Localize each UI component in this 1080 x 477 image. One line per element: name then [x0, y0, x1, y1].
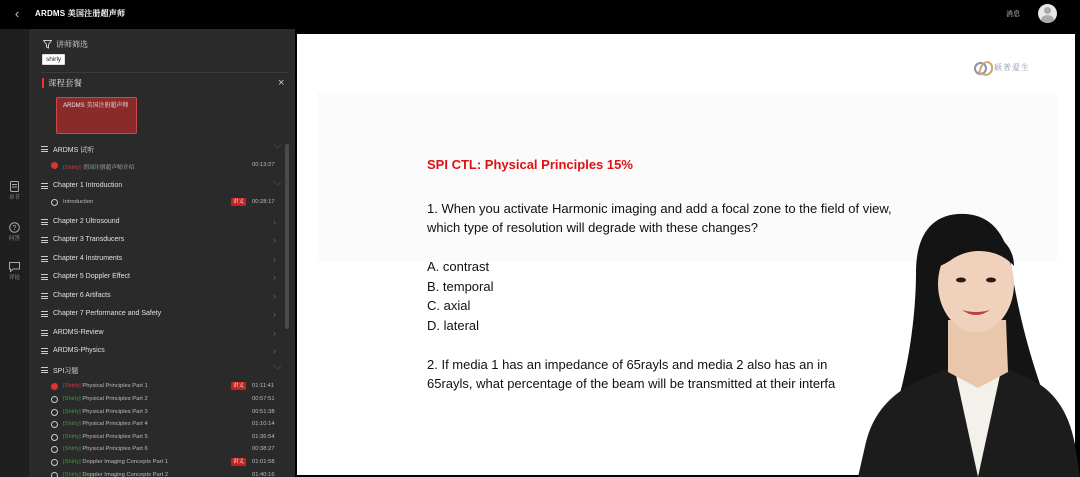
lesson-duration: 00:13:27	[252, 162, 275, 168]
chevron-right-icon: ›	[273, 272, 276, 282]
lesson-name: Physical Principles Part 5	[82, 434, 148, 440]
lesson-item[interactable]	[51, 444, 281, 455]
lesson-duration: 00:28:17	[252, 199, 275, 205]
lesson-instructor: [Shirly]	[63, 472, 81, 477]
section-review[interactable]	[41, 327, 281, 339]
brand-logo-text: 硕普爱生	[994, 62, 1030, 72]
lesson-circle-icon	[51, 421, 58, 428]
rail-label-chapters: 章节	[8, 195, 20, 201]
lesson-item[interactable]	[51, 470, 281, 477]
question-1-line-2: which type of resolution will degrade with these changes?	[427, 220, 758, 235]
section-title: ARDMS 试听	[53, 147, 95, 154]
back-arrow-icon[interactable]: ‹	[14, 6, 20, 21]
lesson-circle-icon	[51, 409, 58, 416]
lesson-item[interactable]	[51, 394, 281, 405]
chevron-right-icon: ›	[273, 328, 276, 338]
lesson-item[interactable]	[51, 407, 281, 418]
list-icon	[41, 293, 48, 299]
brand-logo	[974, 60, 1030, 74]
handout-badge[interactable]: 讲义	[233, 383, 245, 389]
list-icon	[41, 183, 48, 189]
list-icon	[41, 256, 48, 262]
lesson-item[interactable]	[51, 419, 281, 430]
instructor-filter[interactable]	[43, 38, 88, 50]
handout-badge[interactable]: 讲义	[233, 459, 245, 465]
list-icon	[41, 367, 48, 373]
chapters-icon	[10, 181, 19, 192]
chevron-right-icon: ›	[273, 254, 276, 264]
lesson-duration: 01:40:16	[252, 472, 275, 477]
rail-chapters[interactable]	[0, 181, 29, 201]
chevron-right-icon: ›	[273, 291, 276, 301]
lesson-duration: 01:01:58	[252, 459, 275, 465]
list-icon	[41, 311, 48, 317]
lesson-name: Physical Principles Part 4	[82, 421, 148, 427]
chevron-right-icon: ›	[273, 217, 276, 227]
chevron-down-icon: ﹀	[273, 144, 283, 154]
question-icon	[9, 222, 20, 233]
chevron-right-icon: ›	[273, 346, 276, 356]
section-title: ARDMS-Review	[53, 329, 104, 336]
messages-link[interactable]: 消息	[1006, 11, 1020, 18]
lesson-name: Introduction	[63, 199, 94, 205]
lesson-name: Physical Principles Part 6	[82, 446, 148, 452]
section-title: Chapter 5 Doppler Effect	[53, 273, 130, 280]
lesson-title	[63, 409, 148, 415]
lesson-duration: 00:51:38	[252, 409, 275, 415]
section-title: ARDMS-Physics	[53, 347, 105, 354]
question-2-line-1: 2. If media 1 has an impedance of 65rayls and media 2 also has an in	[427, 357, 828, 372]
lesson-duration: 01:11:41	[252, 383, 275, 389]
lesson-duration: 01:10:14	[252, 421, 275, 427]
course-panel	[29, 29, 295, 477]
lesson-instructor: [Shirly]	[63, 459, 81, 465]
lesson-item[interactable]	[51, 197, 281, 208]
lesson-name: Physical Principles Part 3	[82, 409, 148, 415]
lesson-circle-icon	[51, 199, 58, 206]
section-title: Chapter 6 Artifacts	[53, 292, 111, 299]
chevron-down-icon: ﹀	[273, 365, 283, 375]
lesson-title	[63, 434, 148, 440]
rail-label-qa: 问答	[8, 236, 20, 242]
lesson-title	[63, 459, 168, 465]
option-c: C. axial	[427, 298, 471, 313]
list-icon	[41, 219, 48, 225]
section-physics[interactable]	[41, 345, 281, 357]
lesson-instructor: [Shirly]	[63, 165, 81, 171]
course-title: ARDMS 美国注册超声师	[35, 9, 126, 18]
lesson-name: 美国注册超声师介绍	[82, 165, 135, 171]
section-chapter-7[interactable]	[41, 308, 281, 320]
lesson-title	[63, 446, 148, 452]
section-chapter-2[interactable]	[41, 216, 281, 228]
lesson-circle-icon	[51, 459, 58, 466]
avatar-body-icon	[1041, 15, 1054, 23]
section-title: Chapter 4 Instruments	[53, 255, 123, 262]
user-avatar[interactable]	[1038, 4, 1057, 23]
option-a: A. contrast	[427, 259, 490, 274]
top-bar	[0, 0, 1080, 29]
lesson-name: Physical Principles Part 2	[82, 396, 148, 402]
section-trial[interactable]	[41, 143, 281, 155]
list-icon	[41, 330, 48, 336]
lesson-instructor: [Shirly]	[63, 409, 81, 415]
avatar-head-icon	[1044, 7, 1051, 14]
lesson-name: Physical Principles Part 1	[82, 383, 148, 389]
divider	[41, 72, 289, 73]
list-icon	[41, 348, 48, 354]
lesson-circle-icon	[51, 446, 58, 453]
section-chapter-4[interactable]	[41, 253, 281, 265]
section-spi-exercises[interactable]	[41, 364, 281, 376]
lesson-item[interactable]	[51, 160, 281, 171]
playing-dot-icon	[51, 162, 58, 169]
section-chapter-1[interactable]	[41, 180, 281, 192]
handout-badge[interactable]: 讲义	[233, 199, 245, 205]
section-chapter-6[interactable]	[41, 290, 281, 302]
section-title: Chapter 1 Introduction	[53, 182, 123, 189]
option-b: B. temporal	[427, 279, 494, 294]
section-chapter-3[interactable]	[41, 234, 281, 246]
lesson-title	[63, 383, 148, 389]
lesson-instructor: [Shirly]	[63, 383, 81, 389]
filter-label: 讲师筛选	[56, 39, 88, 49]
list-icon	[41, 237, 48, 243]
lesson-item[interactable]	[51, 457, 281, 468]
presenter-video	[858, 210, 1080, 477]
rail-qa[interactable]	[0, 222, 29, 242]
lesson-title	[63, 472, 168, 477]
filter-icon	[43, 40, 52, 49]
lesson-instructor: [Shirly]	[63, 446, 81, 452]
slide-title: SPI CTL: Physical Principles 15%	[427, 157, 633, 172]
section-title: Chapter 7 Performance and Safety	[53, 310, 162, 317]
comment-icon	[9, 262, 20, 272]
package-heading	[42, 78, 82, 88]
section-chapter-5[interactable]	[41, 271, 281, 283]
panel-scrollbar[interactable]	[285, 144, 289, 329]
instructor-tag[interactable]: shirly	[42, 54, 65, 65]
lesson-circle-icon	[51, 396, 58, 403]
lesson-instructor: [Shirly]	[63, 434, 81, 440]
left-rail	[0, 29, 29, 477]
chevron-right-icon: ›	[273, 235, 276, 245]
playing-dot-icon	[51, 383, 58, 390]
question-2-line-2: 65rayls, what percentage of the beam will be transmitted at their interfa	[427, 376, 836, 391]
lesson-duration: 00:57:51	[252, 396, 275, 402]
rail-comments[interactable]	[0, 262, 29, 281]
package-card[interactable]: ARDMS 美国注册超声师	[56, 97, 137, 134]
lesson-name: Doppler Imaging Concepts Part 1	[82, 459, 169, 465]
brand-logo-icon	[974, 60, 990, 74]
list-icon	[41, 146, 48, 152]
section-title: Chapter 2 Ultrosound	[53, 218, 120, 225]
lesson-title	[63, 199, 93, 205]
chevron-right-icon: ›	[273, 309, 276, 319]
close-icon[interactable]: ×	[278, 77, 285, 89]
section-title: Chapter 3 Transducers	[53, 236, 125, 243]
option-d: D. lateral	[427, 318, 480, 333]
lesson-title	[63, 162, 135, 171]
lesson-instructor: [Shirly]	[63, 396, 81, 402]
lesson-title	[63, 421, 148, 427]
lesson-item[interactable]	[51, 381, 281, 392]
section-title: SPI习题	[53, 368, 79, 375]
chevron-down-icon: ﹀	[273, 181, 283, 191]
list-icon	[41, 274, 48, 280]
lesson-duration: 00:38:27	[252, 446, 275, 452]
lesson-item[interactable]	[51, 432, 281, 443]
lesson-instructor: [Shirly]	[63, 421, 81, 427]
lesson-duration: 01:36:54	[252, 434, 275, 440]
lesson-circle-icon	[51, 472, 58, 477]
lesson-title	[63, 396, 148, 402]
package-heading-text: 课程套餐	[48, 78, 83, 88]
lesson-name: Doppler Imaging Concepts Part 2	[82, 472, 169, 477]
rail-label-comments: 评论	[8, 275, 20, 281]
question-1-line-1: 1. When you activate Harmonic imaging and add a focal zone to the field of view,	[427, 201, 892, 216]
lesson-circle-icon	[51, 434, 58, 441]
svg-text:?: ?	[12, 225, 17, 232]
